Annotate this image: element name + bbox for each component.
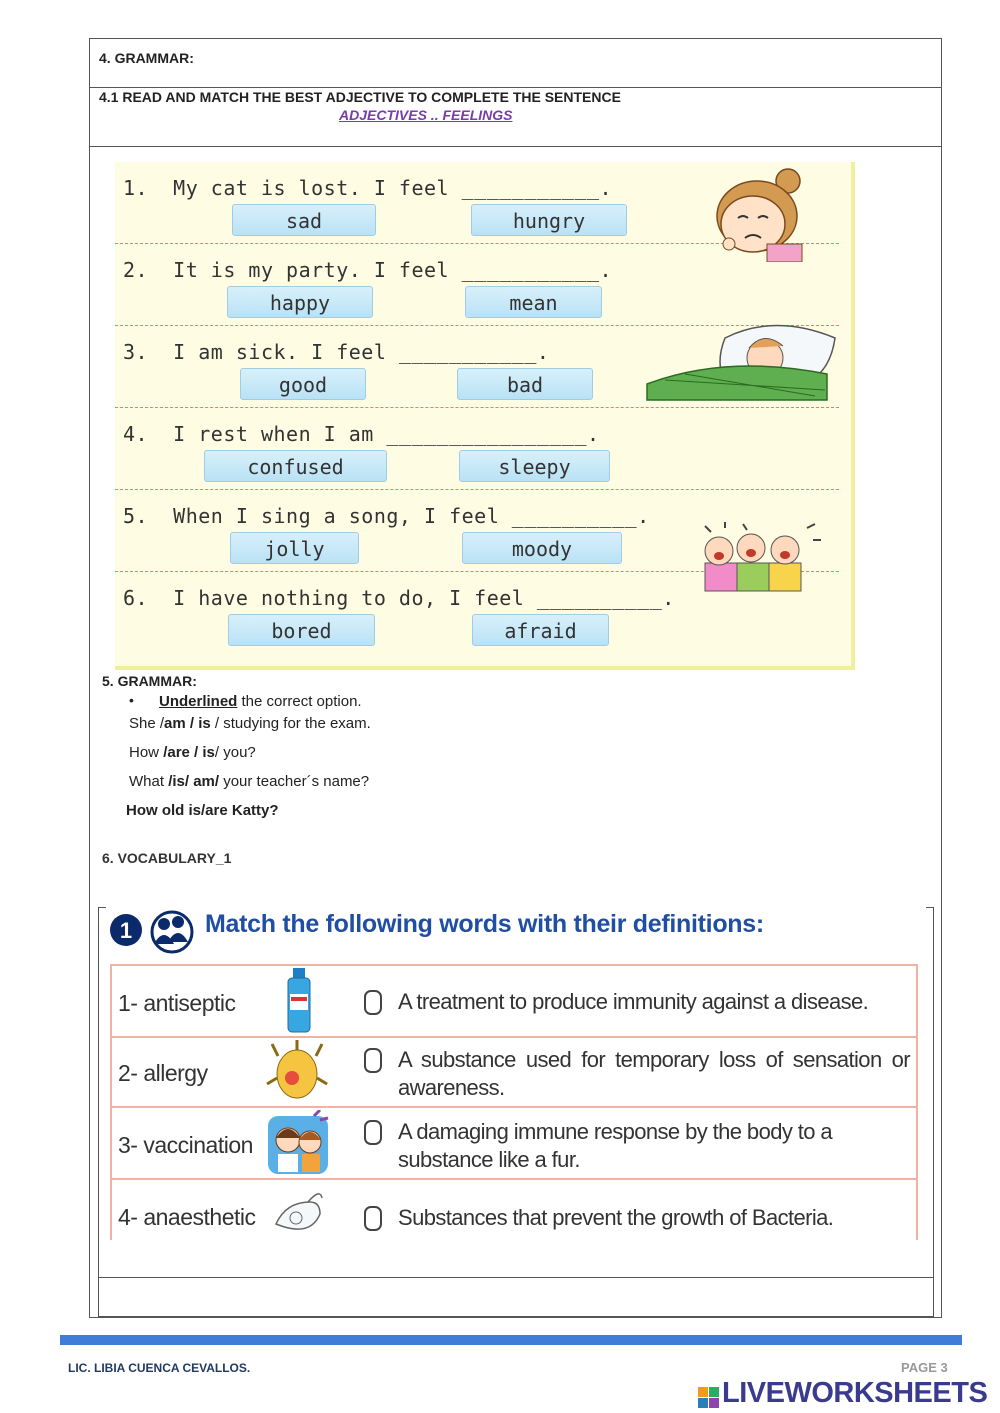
option-afraid[interactable]: afraid — [472, 614, 609, 646]
question-5: 5. When I sing a song, I feel __________. — [123, 504, 650, 528]
grammar-line[interactable]: What /is/ am/ your teacher´s name? — [129, 773, 370, 790]
adjectives-exercise — [115, 162, 855, 670]
section-4-1-subtitle: ADJECTIVES .. FEELINGS — [339, 107, 513, 123]
table-row — [112, 1108, 916, 1180]
vocab-definition: Substances that prevent the growth of Bacteria. — [398, 1205, 834, 1230]
question-1: 1. My cat is lost. I feel ___________. — [123, 176, 613, 200]
question-4: 4. I rest when I am ________________. — [123, 422, 600, 446]
vocab-definition: A substance used for temporary loss of sensation or awareness. — [398, 1047, 910, 1100]
instruction-bold: Underlined — [159, 693, 238, 710]
footer-author: LIC. LIBIA CUENCA CEVALLOS. — [68, 1361, 251, 1375]
vocab-word: 1- antiseptic — [118, 990, 236, 1016]
option-mean[interactable]: mean — [465, 286, 602, 318]
grammar-line[interactable]: She /am / is / studying for the exam. — [129, 715, 371, 732]
table-row — [112, 1036, 916, 1108]
option-sad[interactable]: sad — [232, 204, 376, 236]
option-moody[interactable]: moody — [462, 532, 622, 564]
vocab-word: 4- anaesthetic — [118, 1204, 256, 1230]
vocabulary-table — [110, 964, 918, 1240]
exercise-number-icon — [108, 906, 204, 962]
option-sleepy[interactable]: sleepy — [459, 450, 610, 482]
vocab-definition: A treatment to produce immunity against a disease. — [398, 989, 869, 1014]
vocab-definition: A damaging immune response by the body to a substance like a fur. — [398, 1119, 833, 1172]
liveworksheets-logo-icon — [697, 1377, 721, 1411]
vocabulary-heading: Match the following words with their definitions: — [205, 910, 764, 938]
table-row — [112, 1180, 916, 1242]
option-bored[interactable]: bored — [228, 614, 375, 646]
question-2: 2. It is my party. I feel ___________. — [123, 258, 613, 282]
option-confused[interactable]: confused — [204, 450, 387, 482]
exercise-row — [115, 408, 839, 490]
section-6-title: 6. VOCABULARY_1 — [102, 850, 232, 866]
vaccination-icon — [266, 1110, 332, 1176]
singing-kids-picture — [695, 518, 830, 593]
vocab-word: 3- vaccination — [118, 1132, 253, 1158]
option-hungry[interactable]: hungry — [471, 204, 627, 236]
option-good[interactable]: good — [240, 368, 366, 400]
sad-girl-picture — [705, 166, 815, 262]
question-6: 6. I have nothing to do, I feel __________. — [123, 586, 675, 610]
table-row — [112, 966, 916, 1038]
grammar-line[interactable]: How /are / is/ you? — [129, 744, 256, 761]
vocab-word: 2- allergy — [118, 1060, 208, 1086]
footer-bar — [60, 1335, 962, 1345]
bullet-icon: • — [129, 692, 134, 708]
divider — [90, 146, 941, 147]
answer-checkbox[interactable] — [364, 1206, 382, 1231]
option-bad[interactable]: bad — [457, 368, 593, 400]
allergy-character-icon — [264, 1038, 330, 1104]
option-jolly[interactable]: jolly — [230, 532, 359, 564]
instruction-rest: the correct option. — [237, 693, 362, 710]
divider — [90, 87, 941, 88]
divider — [98, 1277, 934, 1278]
section-5-title: 5. GRAMMAR: — [102, 673, 197, 689]
grammar-line[interactable]: How old is/are Katty? — [126, 802, 279, 819]
liveworksheets-brand[interactable]: LIVEWORKSHEETS — [722, 1377, 988, 1409]
antiseptic-bottle-icon — [284, 968, 314, 1034]
answer-checkbox[interactable] — [364, 990, 382, 1015]
section-4-title: 4. GRAMMAR: — [99, 50, 194, 66]
section-4-1-title: 4.1 READ AND MATCH THE BEST ADJECTIVE TO COMPLETE THE SENTENCE — [99, 89, 621, 105]
question-3: 3. I am sick. I feel ___________. — [123, 340, 550, 364]
svg-text:1: 1 — [119, 918, 133, 943]
option-happy[interactable]: happy — [227, 286, 373, 318]
answer-checkbox[interactable] — [364, 1048, 382, 1073]
page-number: PAGE 3 — [901, 1360, 948, 1375]
anaesthetic-mask-icon — [268, 1184, 328, 1244]
answer-checkbox[interactable] — [364, 1120, 382, 1145]
sick-boy-picture — [645, 318, 845, 404]
